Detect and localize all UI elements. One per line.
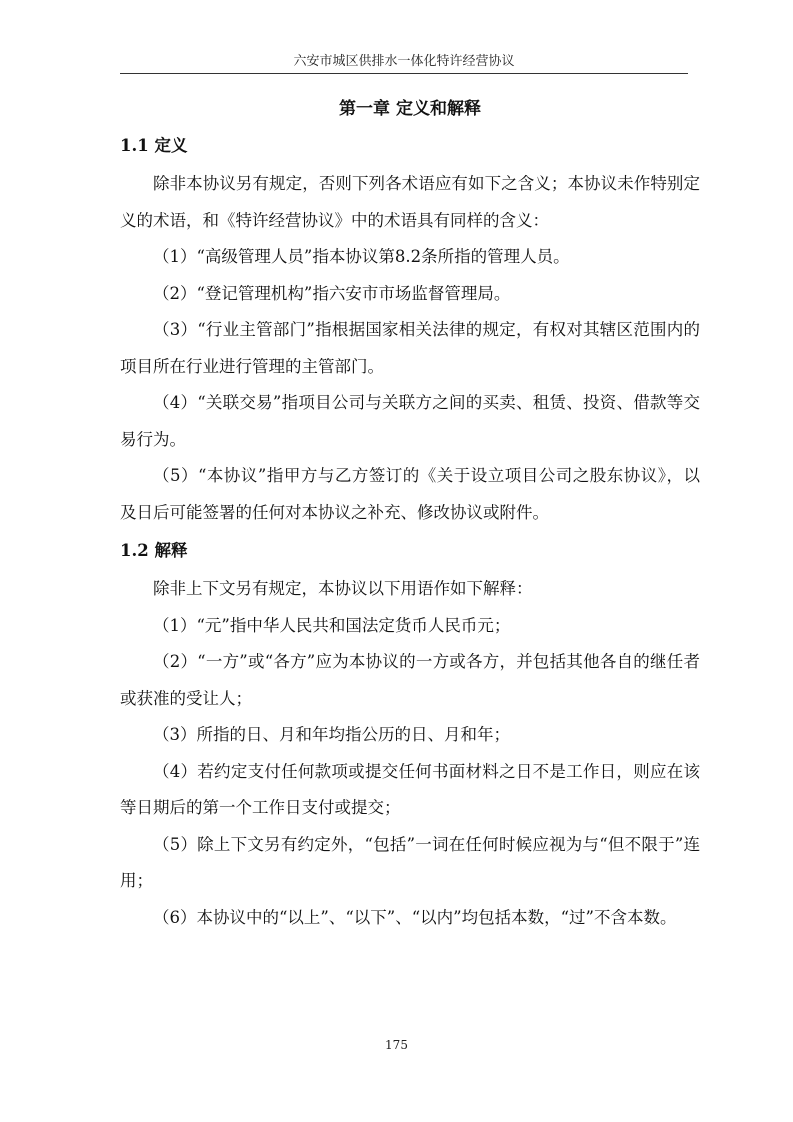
document-body — [120, 92, 700, 936]
paragraph: （3）“行业主管部门”指根据国家相关法律的规定，有权对其辖区范围内的项目所在行业进行管理的主管部门。 — [120, 320, 700, 376]
paragraph: （4）若约定支付任何款项或提交任何书面材料之日不是工作日，则应在该等日期后的第一个工作日支付或提交； — [120, 761, 700, 817]
section-interpretation — [120, 531, 700, 936]
paragraph: （3）所指的日、月和年均指公历的日、月和年； — [153, 725, 510, 744]
paragraph: （2）“登记管理机构”指六安市市场监督管理局。 — [153, 283, 511, 303]
paragraph: 除非上下文另有规定，本协议以下用语作如下解释： — [153, 579, 533, 598]
section-definitions — [120, 126, 700, 531]
chapter-title: 第一章 定义和解释 — [339, 99, 481, 119]
paragraph: （1）“高级管理人员”指本协议第8.2条所指的管理人员。 — [153, 247, 570, 266]
running-header: 六安市城区供排水一体化特许经营协议 — [120, 52, 688, 74]
paragraph: （5）“本协议”指甲方与乙方签订的《关于设立项目公司之股东协议》，以及日后可能签署的任何对本协议之补充、修改协议或附件。 — [120, 466, 700, 522]
section-heading: 1.2 解释 — [120, 541, 188, 560]
paragraph: （4）“关联交易”指项目公司与关联方之间的买卖、租赁、投资、借款等交易行为。 — [120, 393, 700, 449]
paragraph: 除非本协议另有规定，否则下列各术语应有如下之含义；本协议未作特别定义的术语，和《特许经营协议》中的术语具有同样的含义： — [120, 174, 700, 230]
paragraph: （5）除上下文另有约定外，“包括”一词在任何时候应视为与“但不限于”连用； — [120, 834, 700, 890]
paragraph: （2）“一方”或“各方”应为本协议的一方或各方，并包括其他各自的继任者或获准的受让人； — [120, 652, 700, 708]
page-number: 175 — [385, 1038, 408, 1052]
section-heading: 1.1 定义 — [120, 136, 188, 155]
paragraph: （6）本协议中的“以上”、“以下”、“以内”均包括本数，“过”不含本数。 — [153, 907, 677, 927]
paragraph: （1）“元”指中华人民共和国法定货币人民币元； — [153, 615, 511, 635]
